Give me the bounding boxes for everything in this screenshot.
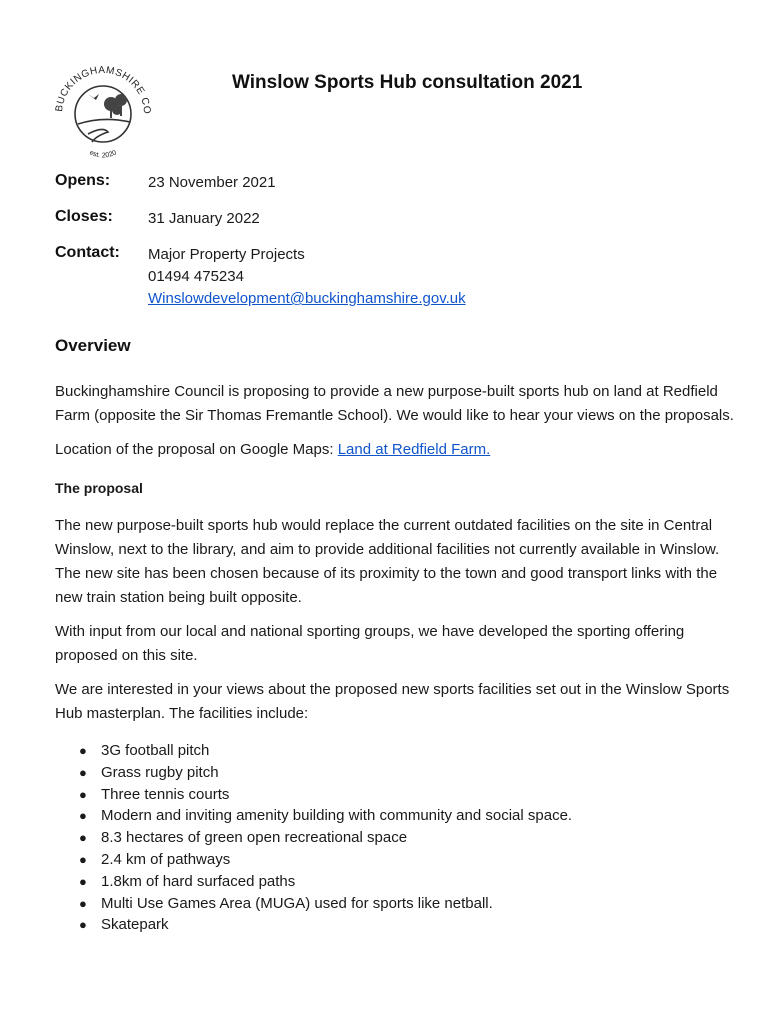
closes-value: 31 January 2022 [148,210,260,227]
contact-phone: 01494 475234 [148,268,244,285]
list-item: ● 8.3 hectares of green open recreational space [79,827,735,849]
list-item: ● Grass rugby pitch [79,762,735,784]
list-item: ● Three tennis courts [79,784,735,806]
bullet-icon: ● [79,830,87,846]
location-map-link[interactable]: Land at Redfield Farm. [337,441,491,458]
bullet-icon: ● [79,917,87,933]
opens-value: 23 November 2021 [148,174,276,191]
contact-email-link[interactable]: Winslowdevelopment@buckinghamshire.gov.uk [148,290,466,307]
proposal-paragraph-3: We are interested in your views about the proposed new sports facilities set out in the Winslow Sports Hub masterplan. The facilities include: [55,681,730,722]
bullet-icon: ● [79,808,87,824]
opens-label: Opens: [55,172,111,189]
consultation-details [55,172,466,324]
bullet-icon: ● [79,851,87,867]
bullet-icon: ● [79,786,87,802]
proposal-paragraph-2: With input from our local and national sporting groups, we have developed the sporting offering proposed on this site. [55,623,685,664]
logo-est-text: est. 2020 [88,149,118,160]
bullet-icon: ● [79,873,87,889]
location-text: Location of the proposal on Google Maps: [55,441,338,458]
bullet-icon: ● [79,743,87,758]
list-item: ● 1.8km of hard surfaced paths [79,871,735,893]
overview-heading: Overview [55,336,131,355]
location-paragraph [55,438,735,462]
overview-intro: Buckinghamshire Council is proposing to provide a new purpose-built sports hub on land at Redfield Farm (opposite the Sir Thomas Fremantle School). We would like to hear your views on the proposals. [55,383,734,424]
bullet-icon: ● [79,895,87,911]
closes-row [55,208,466,230]
council-logo [48,56,158,166]
contact-row [55,244,466,310]
main-content [55,334,735,936]
contact-name: Major Property Projects [148,246,305,263]
proposal-heading: The proposal [55,480,143,496]
page-title: Winslow Sports Hub consultation 2021 [232,72,583,93]
opens-row [55,172,466,194]
list-item: ● Skatepark [79,914,735,936]
list-item: ● 3G football pitch [79,740,735,762]
bullet-icon: ● [79,764,87,780]
proposal-paragraph-1: The new purpose-built sports hub would replace the current outdated facilities on the site in Central Winslow, next to the library, and aim to provide additional facilities not currently available in Winslow. The new site has been chosen because of its proximity to the town and good transport links with the new train station being built opposite. [55,517,720,606]
facilities-list [55,740,735,936]
logo-arc-text: BUCKINGHAMSHIRE CO [53,64,153,115]
list-item: ● Multi Use Games Area (MUGA) used for sports like netball. [79,893,735,915]
list-item: ● Modern and inviting amenity building with community and social space. [79,805,735,827]
list-item: ● 2.4 km of pathways [79,849,735,871]
contact-label: Contact: [55,244,120,261]
council-logo-icon [48,56,158,166]
closes-label: Closes: [55,208,113,225]
